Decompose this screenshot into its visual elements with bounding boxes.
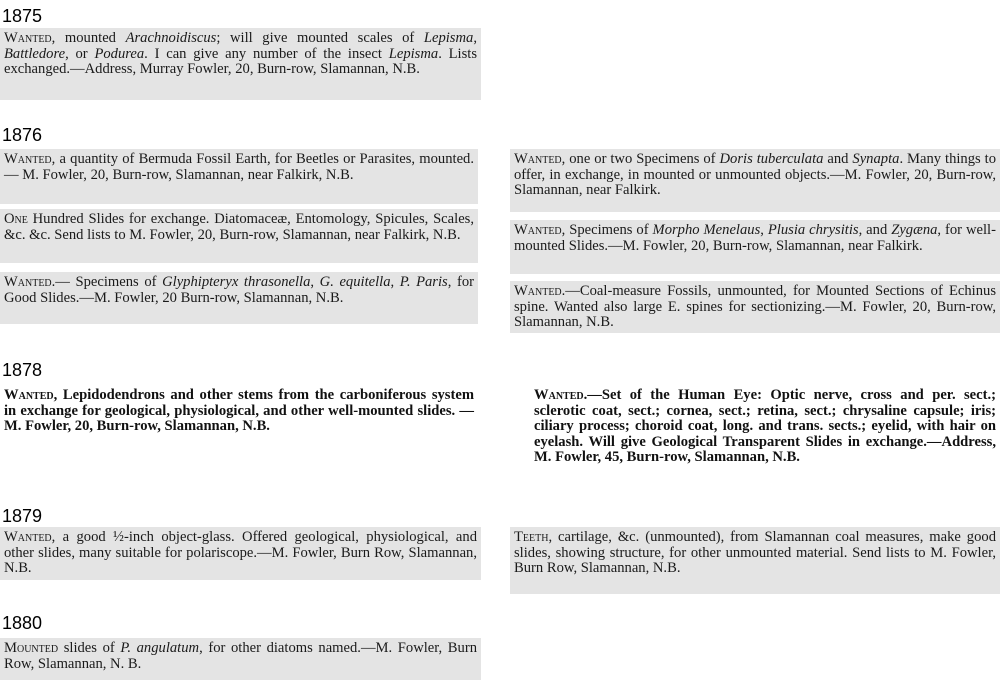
advert-text: , and <box>858 222 892 238</box>
advert-text: , <box>310 274 320 290</box>
advert-text: , mounted <box>51 30 126 46</box>
advert-lead-word: One <box>4 211 28 227</box>
advert-text: , <box>760 222 768 238</box>
year-heading-1876: 1876 <box>2 125 43 145</box>
species-name: Doris tuberculata <box>719 151 824 167</box>
advert-text: , one or two Specimens of <box>561 151 720 167</box>
species-name: Lepisma <box>423 30 474 46</box>
advert-text: , or <box>65 45 95 62</box>
species-name: Lepisma <box>388 45 439 62</box>
year-heading-1878: 1878 <box>2 360 43 380</box>
advert-text: . I can give any number of the insect <box>144 45 389 62</box>
advert-lead-word: Wanted <box>4 529 52 545</box>
advert-1878-human-eye <box>530 385 1000 485</box>
advert-lead-word: Wanted <box>534 387 584 403</box>
year-heading-1875: 1875 <box>2 6 43 26</box>
advert-text: slides of <box>58 640 121 656</box>
advert-text: , <box>390 274 400 290</box>
advert-text: , for well-mounted Slides.—M. Fowler, 20, Burn-row, Slamannan, near Falkirk. <box>514 222 996 254</box>
advert-lead-word: Wanted <box>514 222 562 238</box>
advert-lead-word: Mounted <box>4 640 59 656</box>
advert-text: .— Specimens of <box>51 274 163 290</box>
year-heading-1879: 1879 <box>2 506 43 526</box>
advert-lead-word: Teeth <box>514 529 549 545</box>
advert-1879-teeth-cartilage <box>510 527 1000 594</box>
species-name: Arachnoidiscus <box>125 30 217 46</box>
advert-text: , a quantity of Bermuda Fossil Earth, for Beetles or Parasites, mounted. — M. Fowler, 20, Burn-row, Slamannan, near Falkirk, N.B. <box>4 151 474 183</box>
advert-1878-lepidodendrons <box>0 385 478 455</box>
advert-1876-doris-synapta <box>510 149 1000 212</box>
advert-1876-glyphipteryx <box>0 272 478 324</box>
advert-text: , for Good Slides.—M. Fowler, 20 Burn-row, Slamannan, N.B. <box>4 274 474 306</box>
advert-text: , Lepidodendrons and other stems from the carboniferous system in exchange for geological, physiological, and other well-mounted slides. — M. Fowler, 20, Burn-row, Slamannan, N.B. <box>4 387 474 435</box>
species-name: Glyphipteryx thrasonella <box>162 274 311 290</box>
species-name: Plusia chrysitis <box>767 222 859 238</box>
advert-text: , Specimens of <box>561 222 653 238</box>
advert-text: Hundred Slides for exchange. Diatomaceæ, Entomology, Spicules, Scales, &c. &c. Send lists to M. Fowler, 20, Burn-row, Slamannan, near Falkirk, N.B. <box>4 211 474 243</box>
advert-text: , for other diatoms named.—M. Fowler, Burn Row, Slamannan, N. B. <box>4 640 477 672</box>
advert-1875-arachnoidiscus <box>0 28 481 100</box>
advert-1876-coal-measure-fossils <box>510 281 1000 333</box>
species-name: Synapta <box>852 151 900 167</box>
advert-text: , cartilage, &c. (unmounted), from Slamannan coal measures, make good slides, showing structure, for other unmounted material. Send lists to M. Fowler, Burn Row, Slamannan, N.B. <box>514 529 996 577</box>
advert-1876-bermuda-fossil-earth <box>0 149 478 204</box>
advert-lead-word: Wanted <box>514 151 562 167</box>
advert-1880-p-angulatum <box>0 638 481 680</box>
advert-1876-hundred-slides <box>0 209 478 263</box>
advert-1876-morpho-menelaus <box>510 220 1000 274</box>
species-name: Zygæna <box>891 222 938 238</box>
advert-text: . Many things to offer, in exchange, in mounted or unmounted objects.—M. Fowler, 20, Burn-row, Slamannan, near Falkirk. <box>514 151 997 199</box>
species-name: Battledore <box>4 45 66 62</box>
species-name: P. Paris <box>399 274 448 290</box>
advert-lead-word: Wanted <box>4 274 52 290</box>
species-name: G. equitella <box>319 274 391 290</box>
species-name: Podurea <box>94 45 145 62</box>
advert-text: ; will give mounted scales of <box>216 30 424 46</box>
advert-text: . Lists exchanged.—Address, Murray Fowler, 20, Burn-row, Slamannan, N.B. <box>4 45 477 78</box>
species-name: P. angulatum <box>120 640 200 656</box>
advert-text: and <box>823 151 853 167</box>
advert-lead-word: Wanted <box>514 283 562 299</box>
species-name: Morpho Menelaus <box>652 222 761 238</box>
advert-text: , a good ½-inch object-glass. Offered geological, physiological, and other slides, many suitable for polariscope.—M. Fowler, Burn Row, Slamannan, N.B. <box>4 529 477 577</box>
advert-lead-word: Wanted <box>4 387 54 403</box>
advert-lead-word: Wanted <box>4 30 52 46</box>
advert-text: , <box>473 30 477 46</box>
year-heading-1880: 1880 <box>2 613 43 633</box>
advert-1879-object-glass <box>0 527 481 580</box>
advert-lead-word: Wanted <box>4 151 52 167</box>
advert-text: .—Coal-measure Fossils, unmounted, for Mounted Sections of Echinus spine. Wanted also large E. spines for sectionizing.—M. Fowler, 20, Burn-row, Slamannan, N.B. <box>514 283 996 331</box>
advert-text: .—Set of the Human Eye: Optic nerve, cross and per. sect.; sclerotic coat, sect.; cornea, sect.; retina, sect.; chrysaline capsule; iris; ciliary process; choroid coat, long. and trans. sects.; eyelid, with hair on eyelash. Will give Geological Transparent Slides in exchange.—Address, M. Fowler, 45, Burn-row, Slamannan, N.B. <box>534 387 996 466</box>
